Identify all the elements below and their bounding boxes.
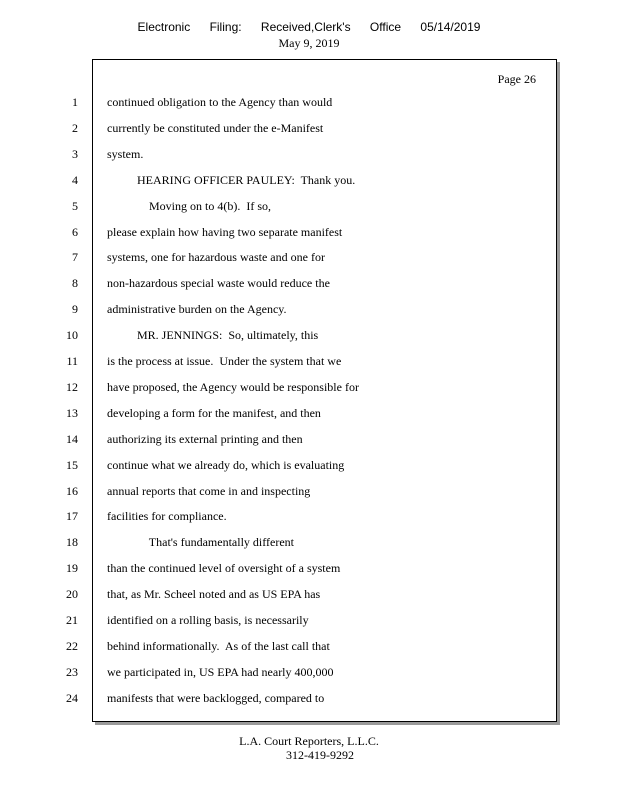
- line-number: 24: [66, 690, 78, 705]
- line-number: 11: [66, 354, 78, 368]
- line-number: 6: [72, 224, 78, 239]
- line-text: behind informationally. As of the last call that: [107, 638, 330, 653]
- line-text: annual reports that come in and inspecting: [107, 483, 311, 498]
- line-text: facilities for compliance.: [107, 509, 227, 524]
- line-text: administrative burden on the Agency.: [107, 302, 287, 317]
- line-number: 7: [72, 250, 78, 265]
- filing-word-office: Office: [369, 20, 402, 34]
- line-text: Moving on to 4(b). If so,: [107, 198, 271, 213]
- line-number: 21: [66, 613, 78, 627]
- footer-phone: 312-419-9292: [286, 748, 354, 762]
- line-number: 20: [66, 587, 78, 602]
- filing-word-filing: Filing:: [209, 20, 242, 34]
- line-text: is the process at issue. Under the system that we: [107, 354, 342, 368]
- line-number: 12: [66, 379, 78, 394]
- line-number: 5: [72, 198, 78, 213]
- line-text: systems, one for hazardous waste and one for: [107, 250, 325, 265]
- line-number: 18: [66, 535, 78, 550]
- filing-word-electronic: Electronic: [137, 20, 191, 34]
- line-number: 8: [72, 276, 78, 291]
- line-text: please explain how having two separate manifest: [107, 224, 343, 239]
- line-text: have proposed, the Agency would be responsible for: [107, 379, 359, 394]
- line-number: 22: [66, 638, 78, 653]
- line-number: 2: [72, 120, 78, 135]
- line-number: 15: [66, 457, 78, 472]
- line-number: 1: [72, 95, 78, 109]
- line-text: MR. JENNINGS: So, ultimately, this: [107, 328, 319, 343]
- line-text: continued obligation to the Agency than would: [107, 95, 333, 109]
- filing-date-stamp: 05/14/2019: [420, 20, 481, 34]
- line-number: 3: [72, 146, 78, 161]
- line-text: currently be constituted under the e-Manifest: [107, 120, 324, 135]
- line-number: 14: [66, 431, 78, 446]
- line-text: developing a form for the manifest, and then: [107, 405, 321, 420]
- line-text: that, as Mr. Scheel noted and as US EPA has: [107, 587, 321, 602]
- line-number: 16: [66, 483, 78, 498]
- line-number: 19: [66, 561, 78, 576]
- line-text: than the continued level of oversight of a system: [107, 561, 341, 576]
- line-number: 10: [66, 328, 78, 343]
- line-number: 9: [72, 302, 78, 317]
- line-text: HEARING OFFICER PAULEY: Thank you.: [107, 172, 356, 187]
- line-text: non-hazardous special waste would reduce the: [107, 276, 330, 291]
- line-number: 17: [66, 509, 78, 524]
- line-text: continue what we already do, which is evaluating: [107, 457, 345, 472]
- line-text: manifests that were backlogged, compared to: [107, 690, 325, 705]
- line-text: authorizing its external printing and then: [107, 431, 303, 446]
- line-number: 4: [72, 172, 78, 187]
- line-text: we participated in, US EPA had nearly 400,000: [107, 664, 334, 679]
- line-text: system.: [107, 146, 144, 161]
- line-text: identified on a rolling basis, is necessarily: [107, 613, 309, 627]
- line-text: That's fundamentally different: [107, 535, 295, 550]
- transcript-date: May 9, 2019: [278, 36, 340, 50]
- filing-word-received: Received,Clerk's: [260, 20, 351, 34]
- footer-company: L.A. Court Reporters, L.L.C.: [239, 734, 379, 748]
- filing-header: [0, 20, 618, 34]
- line-number: 23: [66, 664, 78, 679]
- line-number: 13: [66, 405, 78, 420]
- page-number: Page 26: [497, 72, 536, 86]
